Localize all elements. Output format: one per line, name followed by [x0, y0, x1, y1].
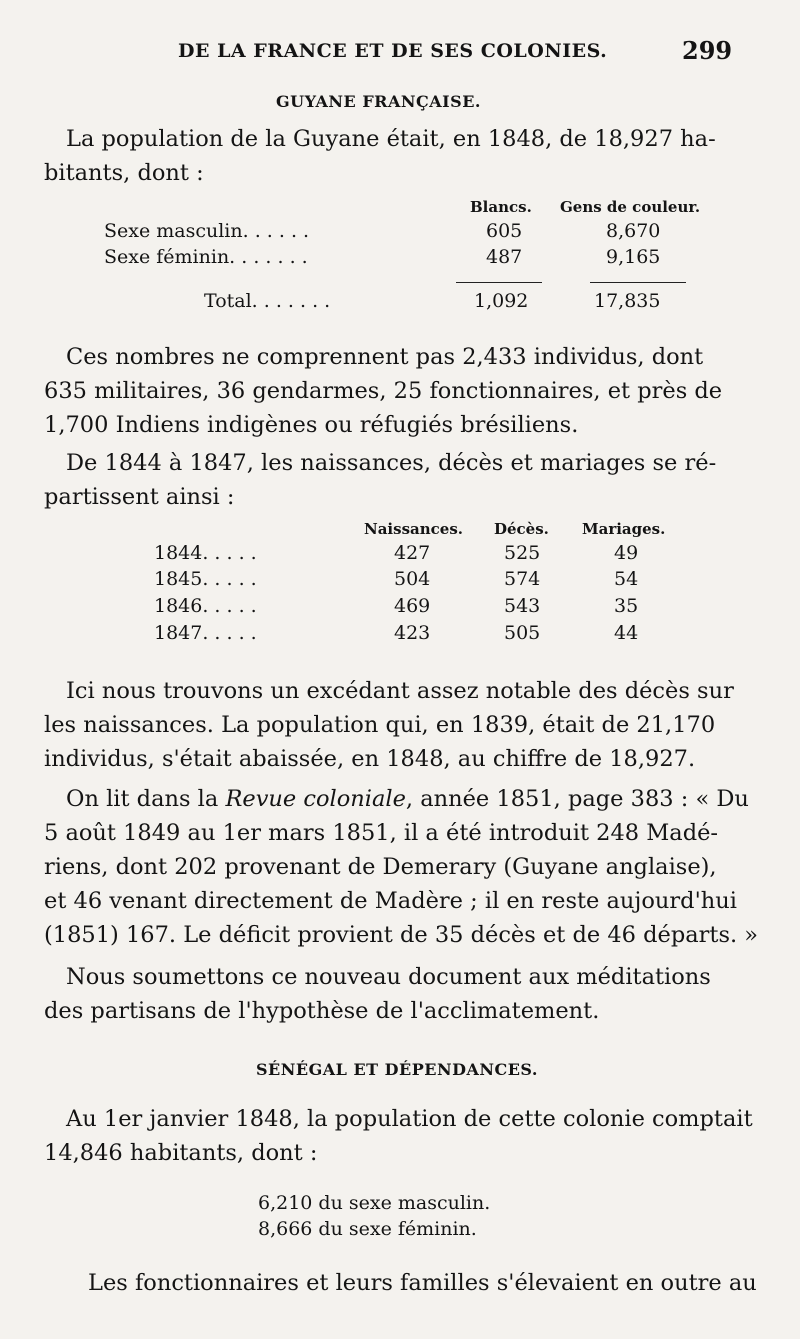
guyane-paragraph-4 [44, 674, 760, 776]
text-line: des partisans de l'hypothèse de l'acclimatement. [44, 998, 600, 1024]
text-line: Nous soumettons ce nouveau document aux méditations [66, 964, 711, 990]
guyane-paragraph-3 [44, 446, 760, 514]
total-label: Total. . . . . . . [204, 290, 331, 312]
guyane-paragraph-5 [44, 782, 760, 952]
col-header-couleur: Gens de couleur. [560, 198, 701, 216]
col-header-deces: Décès. [494, 520, 549, 538]
cell-value: 423 [394, 622, 431, 644]
text-line: Les fonctionnaires et leurs familles s'élevaient en outre au [88, 1270, 757, 1296]
cell-value: 605 [486, 220, 523, 242]
guyane-paragraph-6 [44, 960, 760, 1028]
cell-value: 44 [614, 622, 639, 644]
guyane-intro-paragraph [44, 122, 760, 190]
running-header [0, 36, 800, 70]
text-line: De 1844 à 1847, les naissances, décès et mariages se ré- [66, 450, 717, 476]
text-line: 5 août 1849 au 1er mars 1851, il a été introduit 248 Madé- [44, 820, 719, 846]
year-label: 1845. . . . . [154, 568, 257, 590]
breakdown-line: 6,210 du sexe masculin. [258, 1192, 491, 1214]
section-heading-guyane: GUYANE FRANÇAISE. [276, 92, 481, 111]
cell-value: 525 [504, 542, 541, 564]
col-header-mariages: Mariages. [582, 520, 666, 538]
total-rule [456, 282, 542, 283]
col-header-naissances: Naissances. [364, 520, 463, 538]
row-label: Sexe féminin. . . . . . . [104, 246, 308, 268]
text-line: Ici nous trouvons un excédant assez notable des décès sur [66, 678, 734, 704]
cell-value: 427 [394, 542, 431, 564]
text-run: , année 1851, page 383 : « Du [405, 786, 749, 812]
total-rule [590, 282, 686, 283]
year-label: 1846. . . . . [154, 595, 257, 617]
text-line [44, 782, 760, 816]
cell-value: 35 [614, 595, 639, 617]
year-label: 1844. . . . . [154, 542, 257, 564]
text-line: bitants, dont : [44, 160, 204, 186]
text-line: Au 1er janvier 1848, la population de cette colonie comptait [66, 1106, 753, 1132]
breakdown-line: 8,666 du sexe féminin. [258, 1218, 477, 1240]
cell-value: 574 [504, 568, 541, 590]
text-line: et 46 venant directement de Madère ; il en reste aujourd'hui [44, 888, 737, 914]
cell-value: 9,165 [606, 246, 661, 268]
cell-value: 8,670 [606, 220, 661, 242]
cell-value: 469 [394, 595, 431, 617]
cell-value: 504 [394, 568, 431, 590]
running-title: DE LA FRANCE ET DE SES COLONIES. [178, 40, 608, 62]
row-label: Sexe masculin. . . . . . [104, 220, 310, 242]
total-value: 1,092 [474, 290, 529, 312]
text-run: On lit dans la [66, 786, 226, 812]
journal-title: Revue coloniale [225, 786, 406, 812]
year-label: 1847. . . . . [154, 622, 257, 644]
total-value: 17,835 [594, 290, 661, 312]
cell-value: 54 [614, 568, 639, 590]
col-header-blancs: Blancs. [470, 198, 532, 216]
text-line: individus, s'était abaissée, en 1848, au chiffre de 18,927. [44, 746, 696, 772]
text-line: 14,846 habitants, dont : [44, 1140, 318, 1166]
cell-value: 543 [504, 595, 541, 617]
text-line: riens, dont 202 provenant de Demerary (Guyane anglaise), [44, 854, 717, 880]
cell-value: 505 [504, 622, 541, 644]
page-number: 299 [682, 36, 733, 65]
text-line: 635 militaires, 36 gendarmes, 25 fonctionnaires, et près de [44, 378, 723, 404]
senegal-paragraph-2 [44, 1266, 760, 1300]
text-line: (1851) 167. Le déficit provient de 35 décès et de 46 départs. » [44, 922, 759, 948]
text-line: partissent ainsi : [44, 484, 235, 510]
senegal-intro-paragraph [44, 1102, 760, 1170]
text-line: 1,700 Indiens indigènes ou réfugiés brésiliens. [44, 412, 579, 438]
cell-value: 49 [614, 542, 639, 564]
cell-value: 487 [486, 246, 523, 268]
text-line: les naissances. La population qui, en 1839, était de 21,170 [44, 712, 716, 738]
section-heading-senegal: SÉNÉGAL ET DÉPENDANCES. [256, 1060, 538, 1079]
text-line: Ces nombres ne comprennent pas 2,433 individus, dont [66, 344, 704, 370]
guyane-paragraph-2 [44, 340, 760, 442]
text-line: La population de la Guyane était, en 1848, de 18,927 ha- [66, 126, 716, 152]
